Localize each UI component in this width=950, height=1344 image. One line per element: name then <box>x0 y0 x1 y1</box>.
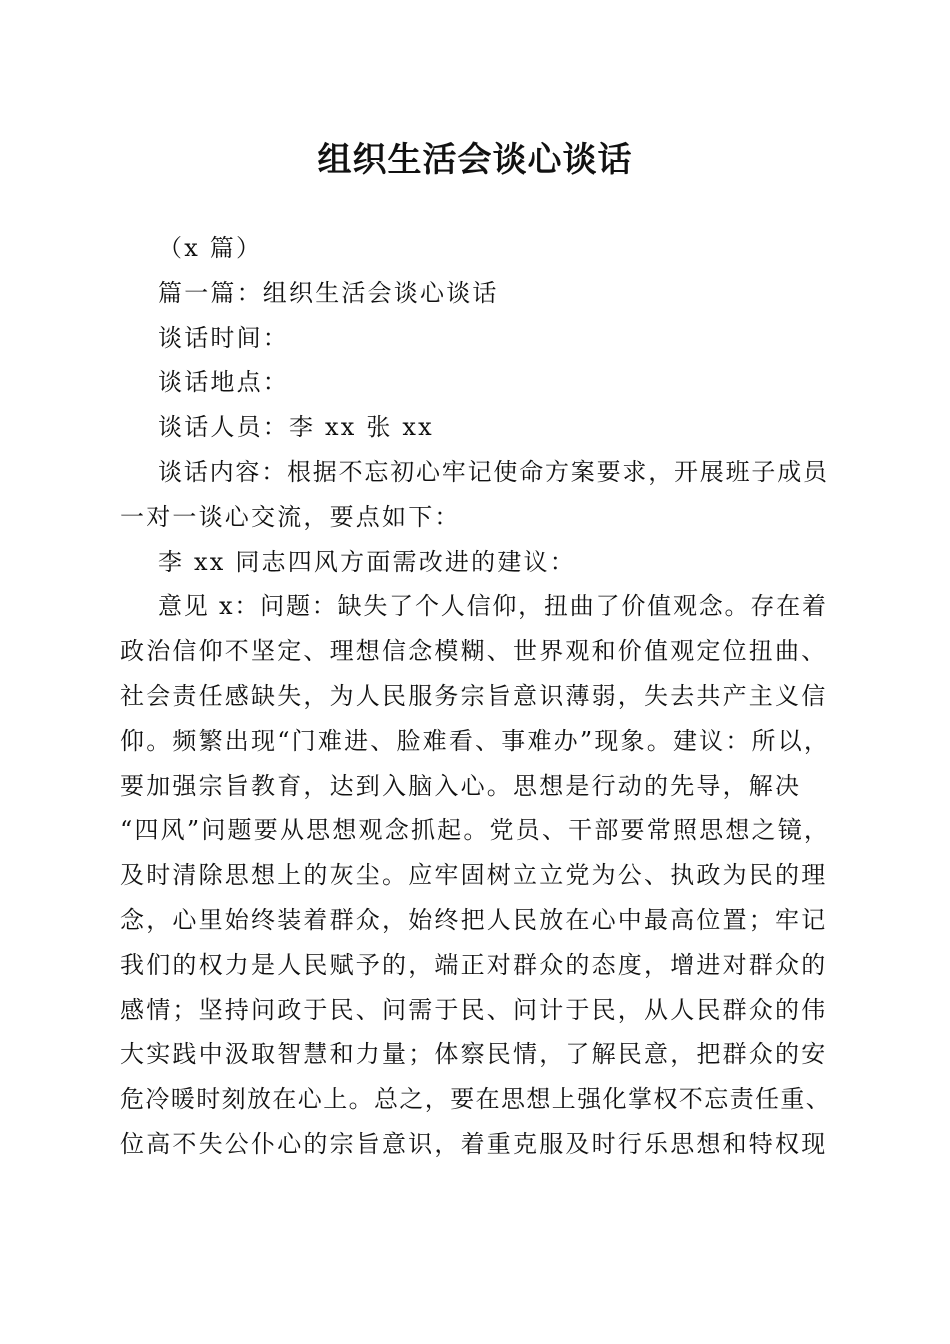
text-line: 念，心里始终装着群众，始终把人民放在心中最高位置；牢记 <box>120 905 828 934</box>
text-line: 谈话地点： <box>158 368 289 397</box>
text-line: 意见 x：问题：缺失了个人信仰，扭曲了价值观念。存在着 <box>158 592 828 621</box>
text-line: 大实践中汲取智慧和力量；体察民情，了解民意，把群众的安 <box>120 1040 828 1069</box>
text-line: “四风”问题要从思想观念抓起。党员、干部要常照思想之镜， <box>120 816 831 845</box>
text-line: 政治信仰不坚定、理想信念模糊、世界观和价值观定位扭曲、 <box>120 637 828 666</box>
text-line: 要加强宗旨教育，达到入脑入心。思想是行动的先导，解决 <box>120 771 802 800</box>
text-line: 一对一谈心交流，要点如下： <box>120 502 461 531</box>
text-line: （x 篇） <box>158 234 263 262</box>
document-title: 组织生活会谈心谈话 <box>317 140 633 180</box>
text-line: 谈话时间： <box>158 323 289 352</box>
text-line: 位高不失公仆心的宗旨意识，着重克服及时行乐思想和特权现 <box>120 1129 828 1158</box>
text-line: 谈话人员：李 xx 张 xx <box>158 413 434 442</box>
text-line: 仰。频繁出现“门难进、脸难看、事难办”现象。建议：所以， <box>120 726 831 755</box>
text-line: 感情；坚持问政于民、问需于民、问计于民，从人民群众的伟 <box>120 995 828 1024</box>
text-line: 我们的权力是人民赋予的，端正对群众的态度，增进对群众的 <box>120 950 828 979</box>
text-line: 李 xx 同志四风方面需改进的建议： <box>158 547 576 576</box>
text-line: 危冷暖时刻放在心上。总之，要在思想上强化掌权不忘责任重、 <box>120 1085 832 1114</box>
document-body <box>120 226 832 1167</box>
text-line: 及时清除思想上的灰尘。应牢固树立立党为公、执政为民的理 <box>120 861 828 890</box>
text-line: 社会责任感缺失，为人民服务宗旨意识薄弱，失去共产主义信 <box>120 681 828 710</box>
text-line: 篇一篇：组织生活会谈心谈话 <box>158 278 499 307</box>
text-line: 谈话内容：根据不忘初心牢记使命方案要求，开展班子成员 <box>158 457 829 486</box>
